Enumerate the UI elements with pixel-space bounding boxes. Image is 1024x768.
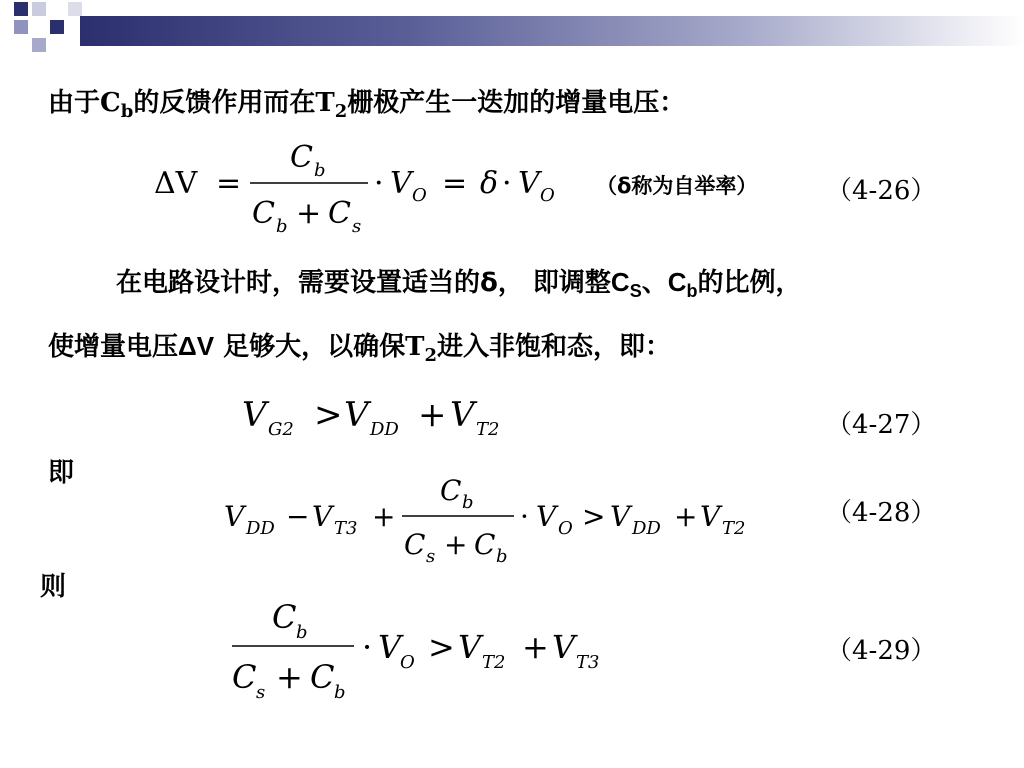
design-cb-sub: b	[686, 281, 698, 302]
eq28-v1-sub: DD	[246, 518, 275, 539]
eq26-v2: V	[518, 166, 540, 201]
eq28-v5: V	[700, 500, 721, 533]
design-t: T	[405, 332, 425, 362]
design-line2-pre: 使增量电压	[48, 332, 179, 362]
header-square-5	[32, 38, 46, 52]
design-line2-post: 进入非饱和态，即：	[437, 332, 672, 362]
eq28-num-sub: b	[462, 492, 474, 513]
design-dv: ΔV	[178, 331, 215, 361]
eq26-dot2: ·	[502, 166, 512, 201]
eq28-v2-sub: T3	[334, 518, 358, 539]
eq26-plus: +	[296, 196, 322, 231]
eq29-den-sub2: b	[334, 682, 346, 703]
intro-pre: 由于	[48, 88, 101, 118]
eq27-gt: >	[314, 395, 343, 435]
design-line1-post: 的比例，	[697, 268, 802, 298]
eq28-den-sub1: s	[426, 546, 436, 567]
eq26-note: （δ称为自举率）	[596, 174, 758, 198]
design-sentence-line2	[48, 326, 671, 366]
eq26-number: （4-26）	[826, 176, 937, 206]
eq26-v2-sub: O	[540, 185, 555, 206]
equation-4-29	[228, 598, 628, 708]
eq27-v2-sub: DD	[370, 419, 399, 440]
eq28-den-plus: +	[444, 528, 468, 561]
eq28-v3-sub: O	[558, 518, 573, 539]
eq26-delta-v: ΔV	[154, 166, 198, 201]
intro-mid: 的反馈作用而在	[133, 88, 316, 118]
eq26-v1: V	[390, 166, 412, 201]
eq26-equals2: =	[442, 166, 468, 201]
eq28-number: （4-28）	[826, 498, 937, 528]
eq29-v2-sub: T2	[482, 652, 506, 673]
header-square-3	[14, 20, 28, 34]
header-square-4	[50, 20, 64, 34]
design-sentence-line1	[116, 262, 802, 302]
intro-t: T	[315, 88, 335, 118]
eq28-v5-sub: T2	[722, 518, 746, 539]
eq27-v2: V	[344, 395, 369, 435]
eq26-num-sub: b	[314, 160, 326, 181]
eq29-den-c1: C	[232, 658, 257, 696]
eq26-v1-sub: O	[412, 185, 427, 206]
header-square-6	[68, 2, 82, 16]
intro-cb-sub: b	[120, 101, 134, 123]
eq28-plus2: +	[674, 500, 698, 533]
eq26-delta: δ	[480, 166, 499, 201]
eq26-den-sub1: b	[276, 216, 288, 237]
eq29-gt: >	[428, 628, 455, 666]
eq29-den-sub1: s	[256, 682, 266, 703]
eq28-den-c1: C	[404, 528, 426, 561]
eq29-den-plus: +	[276, 658, 303, 696]
eq29-v1: V	[378, 628, 402, 666]
eq28-v3: V	[536, 500, 557, 533]
intro-sentence	[48, 82, 685, 122]
design-line1-pre: 在电路设计时，需要设置适当的δ， 即调整	[116, 268, 611, 298]
eq28-v2: V	[312, 500, 333, 533]
eq29-v2: V	[458, 628, 482, 666]
design-cs: C	[610, 267, 630, 297]
eq29-num-c: C	[272, 598, 297, 636]
intro-post: 栅极产生一迭加的增量电压：	[347, 88, 686, 118]
eq28-den-sub2: b	[496, 546, 508, 567]
eq28-dot: ·	[520, 500, 529, 533]
header-square-1	[14, 2, 28, 16]
design-t-sub: 2	[424, 345, 437, 367]
eq27-plus: +	[418, 395, 447, 435]
eq28-plus1: +	[372, 500, 396, 533]
eq29-v1-sub: O	[400, 652, 415, 673]
eq29-number: （4-29）	[826, 636, 937, 666]
eq26-den-c2: C	[328, 196, 351, 231]
eq29-dot: ·	[362, 628, 373, 666]
eq26-den-sub2: s	[352, 216, 362, 237]
equation-4-26	[150, 135, 570, 245]
design-cb: C	[667, 267, 687, 297]
eq26-dot1: ·	[374, 166, 384, 201]
eq28-v4-sub: DD	[632, 518, 661, 539]
eq28-v1: V	[224, 500, 245, 533]
eq29-plus: +	[522, 628, 549, 666]
eq28-minus: −	[286, 500, 310, 533]
label-ji: 即	[48, 458, 75, 488]
header-gradient-bar	[80, 16, 1024, 46]
design-cs-sub: S	[629, 281, 642, 302]
eq27-v3-sub: T2	[476, 419, 500, 440]
eq27-number: （4-27）	[826, 410, 937, 440]
eq28-den-c2: C	[474, 528, 496, 561]
eq27-v1-sub: G2	[268, 419, 294, 440]
eq26-den-c1: C	[252, 196, 275, 231]
equation-4-28	[222, 468, 762, 568]
eq26-equals: =	[216, 166, 242, 201]
design-line2-mid: 足够大，以确保	[214, 332, 406, 362]
design-sep: 、	[641, 268, 668, 298]
header-square-2	[32, 2, 46, 16]
label-ze: 则	[40, 572, 67, 602]
eq27-v1: V	[242, 395, 267, 435]
equation-4-27	[240, 390, 520, 450]
eq28-gt: >	[582, 500, 606, 533]
intro-cb: C	[100, 88, 121, 118]
eq29-den-c2: C	[310, 658, 335, 696]
eq28-v4: V	[610, 500, 631, 533]
eq29-v3: V	[552, 628, 576, 666]
eq26-num-c: C	[290, 140, 313, 175]
eq28-num-c: C	[440, 474, 462, 507]
intro-t-sub: 2	[334, 101, 348, 123]
eq29-v3-sub: T3	[576, 652, 600, 673]
eq27-v3: V	[450, 395, 475, 435]
eq29-num-sub: b	[296, 622, 308, 643]
